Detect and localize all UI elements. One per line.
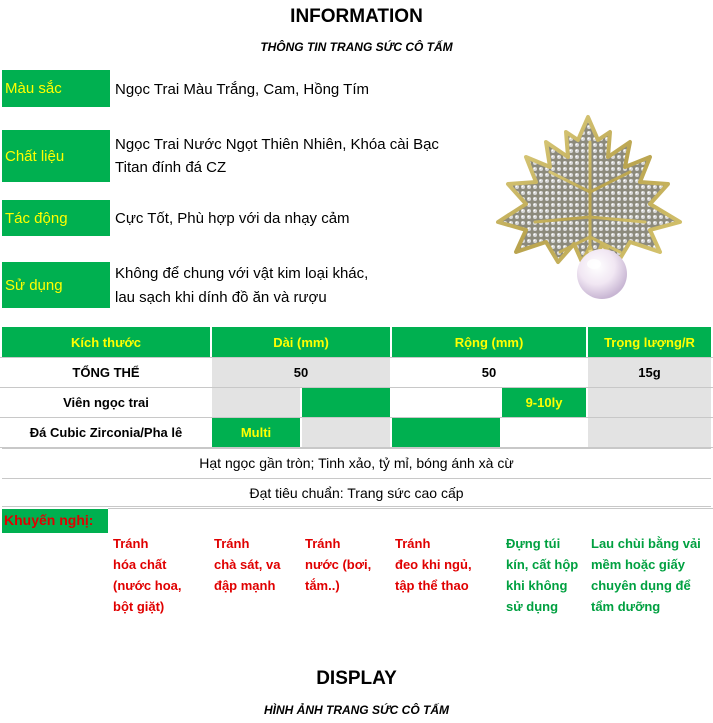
pearl-row-size: 9-10ly xyxy=(502,388,586,417)
display-title: DISPLAY xyxy=(316,668,397,689)
rec-avoid-impact: Tránh chà sát, va đập mạnh xyxy=(214,536,281,593)
label-effect: Tác động xyxy=(2,200,110,236)
pearl-row-cell-2 xyxy=(302,388,390,417)
recommendation-label: Khuyến nghị: xyxy=(4,512,94,528)
recommendation-label-box xyxy=(2,509,108,533)
value-material-line1: Ngọc Trai Nước Ngọt Thiên Nhiên, Khóa cài Bạc xyxy=(115,136,439,153)
table-header-size: Kích thước xyxy=(2,327,210,357)
pearl-row-label: Viên ngọc trai xyxy=(63,395,149,410)
total-row-length: 50 xyxy=(212,358,390,387)
label-usage: Sử dụng xyxy=(2,262,110,308)
stone-row-cell-3 xyxy=(392,418,500,447)
stone-row-cell-5 xyxy=(588,418,711,447)
brooch-image xyxy=(490,112,690,307)
rec-store-sealed: Đựng túi kín, cất hộp khi không sử dụng xyxy=(506,536,579,614)
total-row-weight: 15g xyxy=(588,358,711,387)
rec-avoid-sleep: Tránh đeo khi ngủ, tập thể thao xyxy=(395,536,472,593)
value-material-line2: Titan đính đá CZ xyxy=(115,159,227,176)
pearl-row-cell-3 xyxy=(392,388,500,417)
stone-row-label: Đá Cubic Zirconia/Pha lê xyxy=(29,425,183,440)
value-usage-line2: lau sạch khi dính đồ ăn và rượu xyxy=(115,289,327,306)
stone-row-cell-2 xyxy=(302,418,390,447)
table-header-width: Rộng (mm) xyxy=(392,327,586,357)
pearl-row-cell-1 xyxy=(212,388,300,417)
stone-row-value: Multi xyxy=(212,418,300,447)
note-standard: Đạt tiêu chuẩn: Trang sức cao cấp xyxy=(2,478,711,507)
rec-clean-cloth: Lau chùi bằng vải mềm hoặc giấy chuyên dụng để tẩm dưỡng xyxy=(591,536,701,614)
pearl-row-cell-5 xyxy=(588,388,711,417)
total-row-label: TỔNG THỂ xyxy=(72,365,140,380)
page-title: INFORMATION xyxy=(290,6,423,27)
label-material: Chất liệu xyxy=(2,130,110,182)
rec-avoid-chemicals: Tránh hóa chất (nước hoa, bột giặt) xyxy=(113,536,182,614)
rec-avoid-water: Tránh nước (bơi, tắm..) xyxy=(305,536,372,593)
value-effect: Cực Tốt, Phù hợp với da nhạy cảm xyxy=(115,210,350,227)
table-header-weight: Trọng lượng/R xyxy=(588,327,711,357)
value-usage-line1: Không để chung với vật kim loại khác, xyxy=(115,265,369,282)
note-quality: Hạt ngọc gần tròn; Tinh xảo, tỷ mỉ, bóng ánh xà cừ xyxy=(2,448,711,477)
total-row-width: 50 xyxy=(481,365,497,380)
value-color: Ngọc Trai Màu Trắng, Cam, Hồng Tím xyxy=(115,81,369,98)
display-subtitle: HÌNH ẢNH TRANG SỨC CÔ TẤM xyxy=(263,703,450,717)
table-header-length: Dài (mm) xyxy=(212,327,390,357)
page-subtitle: THÔNG TIN TRANG SỨC CÔ TẤM xyxy=(260,40,453,54)
label-color: Màu sắc xyxy=(2,70,110,107)
stone-row-cell-4 xyxy=(502,418,586,447)
